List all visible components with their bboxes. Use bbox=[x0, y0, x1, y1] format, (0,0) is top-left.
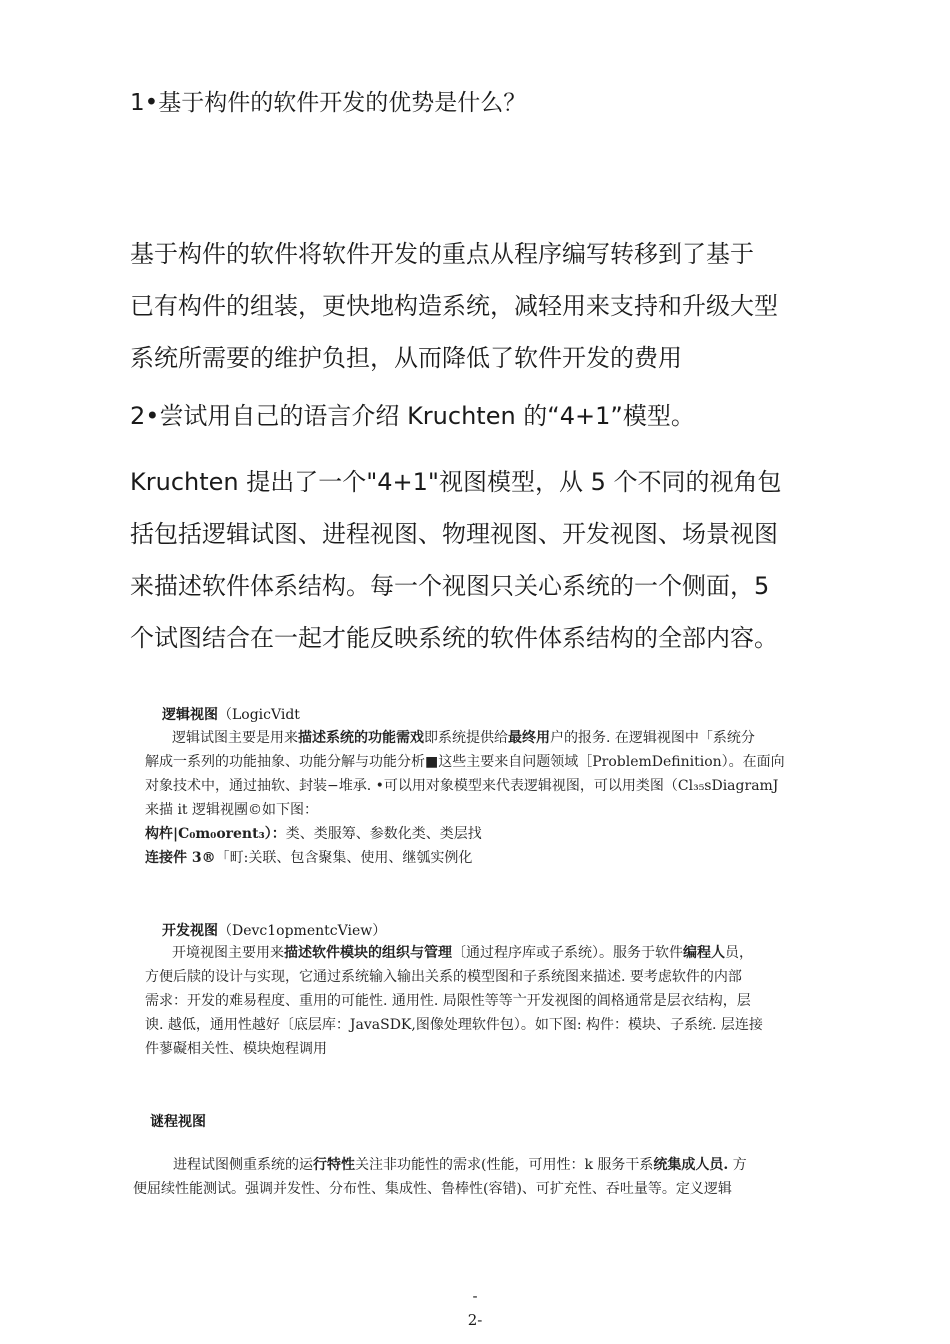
logic-view-heading bbox=[162, 704, 300, 724]
answer-1-line: 已有构件的组装，更快地构造系统，减轻用来支持和升级大型 bbox=[130, 292, 778, 320]
dev-line-2: 方便后牍的设计与实现，它通过系统输入输出关系的模型图和子系统图来描述. 要考虑软件的内部 bbox=[145, 969, 742, 985]
process-emph: 统集成人员. bbox=[653, 1157, 729, 1173]
dev-line-5: 件蓼礙相关性、模块炮程调用 bbox=[145, 1041, 327, 1057]
component-list: 类、类服筹、参数化类、类层找 bbox=[285, 826, 482, 842]
logic-emph: 最终用 bbox=[508, 730, 550, 746]
logic-line-2: 解成一系列的功能抽象、功能分解与功能分析■这些主要来自问题领域［ProblemDefinition）。在面向 bbox=[145, 754, 785, 770]
process-line-2: 便屈续性能测试。强调并发性、分布性、集成性、鲁棒性(容错)、可扩充性、吞吐量等。定义逻辑 bbox=[133, 1181, 732, 1197]
logic-line-6 bbox=[145, 846, 845, 870]
process-line-1 bbox=[133, 1153, 853, 1177]
question-1-text: •基于构件的软件开发的优势是什么？ bbox=[144, 90, 527, 116]
connector-label: 连接件 3® bbox=[145, 850, 216, 866]
logic-emph: 描述系统的功能需戏 bbox=[298, 730, 424, 746]
dev-text: 员， bbox=[725, 945, 753, 961]
connector-list: 「町:关联、包含聚集、使用、继瓠实例化 bbox=[215, 850, 473, 866]
answer-1 bbox=[130, 228, 830, 384]
process-view-title: 谜程视图 bbox=[150, 1114, 206, 1130]
logic-view-title-paren: （LogicVidt bbox=[218, 707, 300, 723]
logic-view-title: 逻辑视图 bbox=[162, 707, 218, 723]
dev-line-3: 需求：开发的难易程度、重用的可能性. 通用性. 局限性等等亠开发视图的阊格通常是层衣结构，层 bbox=[145, 993, 751, 1009]
logic-line-1 bbox=[145, 726, 845, 750]
logic-text: 即系统提供给 bbox=[424, 730, 508, 746]
dev-line-1 bbox=[145, 941, 845, 965]
question-1 bbox=[130, 88, 526, 118]
question-2 bbox=[130, 401, 695, 431]
dev-line-4: 谀. 越低，通用性越好〔底层库：JavaSDK,图像处理软件包）。如下图: 构件：模块、子系统. 层连接 bbox=[145, 1017, 763, 1033]
logic-line-4: 来描 it 逻辑视團©如下图： bbox=[145, 802, 319, 818]
logic-view-body bbox=[145, 726, 845, 870]
dev-view-title-paren: （Devc1opmentcView） bbox=[218, 923, 387, 939]
dev-text: 〔通过程序库或子系统）。服务于软件 bbox=[452, 945, 683, 961]
dev-emph: 描述软件模块的组织与管理 bbox=[284, 945, 452, 961]
page-number-dash: - bbox=[472, 1287, 478, 1305]
dev-view-body bbox=[145, 941, 845, 1061]
answer-1-line: 系统所需要的维护负担，从而降低了软件开发的费用 bbox=[130, 344, 682, 372]
answer-2-line: Kruchten 提出了一个"4+1"视图模型，从 5 个不同的视角包 bbox=[130, 468, 782, 496]
logic-line-3: 对象技术中，通过抽软、封装−堆承. •可以用对象模型来代表逻辑视图，可以用类图（Cl₃₅sDiagramJ bbox=[145, 778, 779, 794]
process-view-body bbox=[133, 1153, 853, 1201]
dev-view-heading bbox=[162, 920, 386, 940]
component-label-paren: |C₀m₀orent₃）： bbox=[173, 826, 286, 842]
process-view-heading bbox=[150, 1111, 206, 1131]
process-emph: 行特性 bbox=[313, 1157, 355, 1173]
process-text: 进程试图侧重系统的运 bbox=[173, 1157, 313, 1173]
answer-1-line: 基于构件的软件将软件开发的重点从程序编写转移到了基于 bbox=[130, 240, 754, 268]
logic-text: 逻辑试图主要是用来 bbox=[172, 730, 298, 746]
process-text: 关注非功能性的需求(性能，可用性：k 服务干系 bbox=[355, 1157, 654, 1173]
answer-2-line: 个试图结合在一起才能反映系统的软件体系结构的全部内容。 bbox=[130, 624, 778, 652]
page-number: 2- bbox=[467, 1311, 483, 1329]
answer-2 bbox=[130, 456, 830, 664]
logic-text: 户的报务. 在逻辑视图中「系统分 bbox=[550, 730, 755, 746]
question-1-number: 1 bbox=[130, 90, 145, 116]
dev-view-title: 开发视图 bbox=[162, 923, 218, 939]
question-2-number: 2 bbox=[130, 402, 146, 430]
dev-text: 开境视图主要用来 bbox=[172, 945, 284, 961]
process-text: 方 bbox=[728, 1157, 747, 1173]
question-2-text: •尝试用自己的语言介绍 Kruchten 的“4+1”模型。 bbox=[145, 402, 695, 430]
component-label: 构杵 bbox=[145, 826, 173, 842]
logic-line-5 bbox=[145, 822, 845, 846]
dev-emph: 编程人 bbox=[683, 945, 725, 961]
answer-2-line: 来描述软件体系结构。每一个视图只关心系统的一个侧面，5 bbox=[130, 572, 770, 600]
answer-2-line: 括包括逻辑试图、进程视图、物理视图、开发视图、场景视图 bbox=[130, 520, 778, 548]
